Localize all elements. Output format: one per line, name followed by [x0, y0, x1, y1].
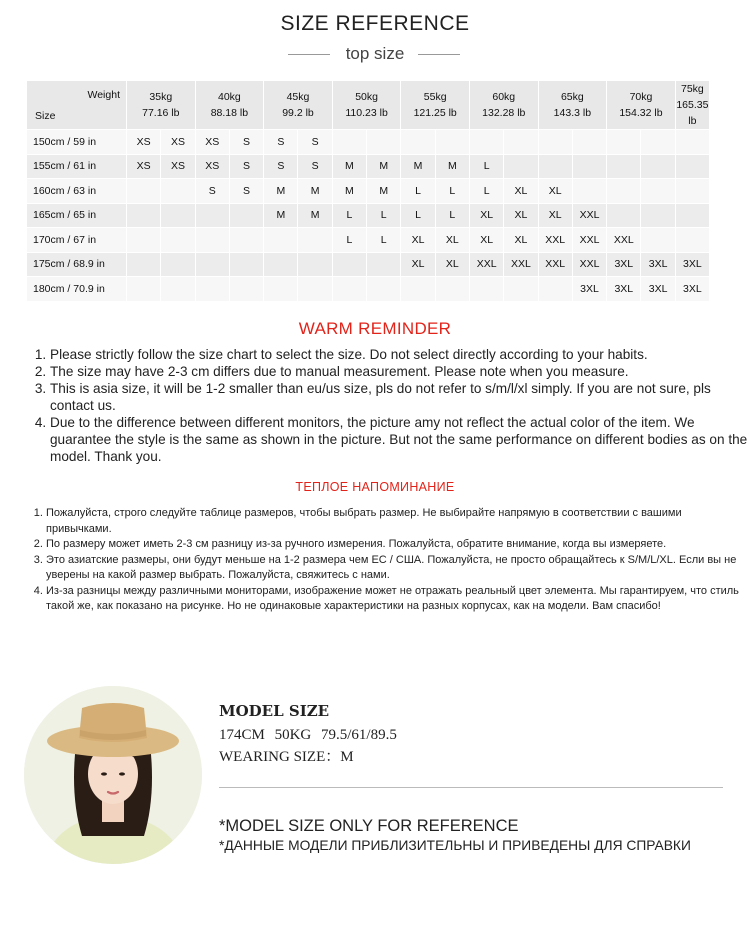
size-cell	[229, 252, 263, 277]
size-cell	[469, 277, 503, 302]
size-cell	[264, 277, 298, 302]
size-cell	[572, 179, 606, 204]
size-cell: 3XL	[675, 252, 709, 277]
size-cell	[675, 228, 709, 253]
size-cell: M	[401, 154, 435, 179]
size-cell	[367, 130, 401, 155]
size-cell	[367, 277, 401, 302]
size-cell	[572, 154, 606, 179]
model-stats: 174CM 50KG 79.5/61/89.5	[219, 727, 397, 743]
weight-column-header	[675, 81, 709, 130]
size-cell	[607, 179, 641, 204]
size-cell	[675, 179, 709, 204]
size-cell: L	[367, 203, 401, 228]
size-cell: XXL	[538, 228, 572, 253]
size-cell: M	[332, 154, 366, 179]
size-cell: XXL	[572, 203, 606, 228]
size-cell: S	[298, 130, 332, 155]
size-cell	[195, 228, 229, 253]
weight-kg: 65kg	[560, 91, 584, 103]
weight-kg: 40kg	[218, 91, 241, 103]
size-cell: L	[435, 203, 469, 228]
size-cell: XL	[401, 252, 435, 277]
weight-kg: 55kg	[423, 91, 447, 103]
size-cell: XL	[538, 203, 572, 228]
page-subtitle: top size	[345, 44, 405, 63]
weight-column-header	[127, 81, 196, 130]
weight-column-header	[538, 81, 607, 130]
size-cell: XXL	[504, 252, 538, 277]
size-cell	[641, 203, 675, 228]
size-cell: M	[367, 154, 401, 179]
reminder-item-ru: 4. Из-за разницы между различными мониторами, изображение может не отражать реальный цвет элемента. Мы гарантируем, что стиль такой же, как показано на рисунке. Но не одинаковые характеристики на разных корпусах, как на модели. Вам спасибо!	[46, 584, 746, 615]
reminder-list	[30, 346, 750, 465]
weight-kg: 60kg	[492, 91, 516, 103]
size-cell: L	[435, 179, 469, 204]
size-cell: XL	[504, 179, 538, 204]
size-cell: M	[435, 154, 469, 179]
size-cell	[161, 228, 195, 253]
weight-lb: 88.18 lb	[210, 107, 249, 119]
size-cell: XS	[127, 130, 161, 155]
weight-column-header	[607, 81, 676, 130]
weight-lb: 132.28 lb	[482, 107, 526, 119]
weight-column-header	[264, 81, 333, 130]
size-cell	[332, 277, 366, 302]
table-row	[27, 179, 710, 204]
table-row	[27, 130, 710, 155]
size-cell	[675, 154, 709, 179]
size-cell	[401, 277, 435, 302]
page-title: SIZE REFERENCE	[280, 12, 470, 35]
size-cell: L	[332, 228, 366, 253]
size-cell	[332, 130, 366, 155]
size-cell: L	[401, 179, 435, 204]
size-cell: XS	[161, 130, 195, 155]
weight-kg: 75kg	[681, 83, 704, 95]
model-wearing-size: WEARING SIZE：M	[219, 749, 354, 765]
size-cell: S	[264, 154, 298, 179]
size-cell: M	[367, 179, 401, 204]
size-cell	[572, 130, 606, 155]
size-cell	[504, 154, 538, 179]
reminder-item: 2. The size may have 2-3 cm differs due to manual measurement. Please note when you measure.	[50, 363, 750, 380]
size-cell	[675, 203, 709, 228]
model-illustration	[24, 686, 202, 864]
size-cell: M	[298, 203, 332, 228]
size-cell	[195, 277, 229, 302]
size-cell	[161, 203, 195, 228]
weight-column-header	[332, 81, 401, 130]
size-cell	[195, 203, 229, 228]
weight-lb: 143.3 lb	[553, 107, 592, 119]
size-cell: XS	[127, 154, 161, 179]
size-cell: 3XL	[572, 277, 606, 302]
weight-lb: 99.2 lb	[282, 107, 314, 119]
model-note-ru: *ДАННЫЕ МОДЕЛИ ПРИБЛИЗИТЕЛЬНЫ И ПРИВЕДЕНЫ ДЛЯ СПРАВКИ	[219, 838, 691, 853]
size-cell	[675, 130, 709, 155]
size-cell: M	[298, 179, 332, 204]
weight-lb: 154.32 lb	[619, 107, 663, 119]
size-cell: XL	[401, 228, 435, 253]
size-cell	[538, 277, 572, 302]
size-cell	[161, 179, 195, 204]
size-cell: XXL	[607, 228, 641, 253]
reminder-item: 1. Please strictly follow the size chart to select the size. Do not select directly according to your habits.	[50, 346, 750, 363]
size-cell	[161, 277, 195, 302]
size-cell	[127, 277, 161, 302]
subtitle-block	[0, 44, 750, 66]
weight-lb: 165.35 lb	[676, 99, 709, 127]
size-header: Size	[35, 110, 56, 122]
size-cell	[332, 252, 366, 277]
size-cell	[127, 203, 161, 228]
size-cell	[641, 154, 675, 179]
model-note-en: *MODEL SIZE ONLY FOR REFERENCE	[219, 817, 519, 835]
size-cell: XL	[469, 228, 503, 253]
size-cell	[607, 154, 641, 179]
size-cell	[229, 228, 263, 253]
size-cell	[435, 277, 469, 302]
table-row	[27, 277, 710, 302]
section-divider	[219, 787, 723, 788]
reminder-item: 4. Due to the difference between different monitors, the picture amy not reflect the actual color of the item. We guarantee the style is the same as shown in the picture. But not the same performance on different bodies as on the model. Thank you.	[50, 414, 750, 465]
height-label: 175cm / 68.9 in	[27, 252, 127, 277]
size-cell: XS	[161, 154, 195, 179]
size-cell	[607, 130, 641, 155]
height-label: 170cm / 67 in	[27, 228, 127, 253]
weight-column-header	[195, 81, 264, 130]
weight-kg: 35kg	[149, 91, 173, 103]
size-cell: XL	[435, 252, 469, 277]
reminder-item: 3. This is asia size, it will be 1-2 smaller than eu/us size, pls do not refer to s/m/l/xl simply. If you are not sure, pls contact us.	[50, 380, 750, 414]
size-cell	[538, 130, 572, 155]
weight-column-header	[401, 81, 470, 130]
size-cell	[161, 252, 195, 277]
reminder-item-ru: 3. Это азиатские размеры, они будут меньше на 1-2 размера чем ЕС / США. Пожалуйста, не просто обращайтесь к S/M/L/XL. Если вы не уверены на какой размер выбрать. Пожалуйста, свяжитесь с нами.	[46, 553, 746, 584]
reminder-item-ru: 1. Пожалуйста, строго следуйте таблице размеров, чтобы выбрать размер. Не выбирайте напрямую в соответствии с вашими привычками.	[46, 506, 746, 537]
size-cell: S	[229, 179, 263, 204]
size-cell	[607, 203, 641, 228]
weight-kg: 70kg	[629, 91, 653, 103]
size-cell	[264, 252, 298, 277]
size-cell	[641, 130, 675, 155]
size-cell: 3XL	[675, 277, 709, 302]
size-cell	[229, 203, 263, 228]
size-cell	[504, 277, 538, 302]
table-row	[27, 228, 710, 253]
size-cell: S	[195, 179, 229, 204]
size-cell	[127, 179, 161, 204]
weight-lb: 121.25 lb	[413, 107, 457, 119]
reminder-title-ru: ТЕПЛОЕ НАПОМИНАНИЕ	[295, 480, 455, 494]
size-cell: S	[229, 154, 263, 179]
size-cell	[298, 277, 332, 302]
size-cell: L	[401, 203, 435, 228]
weight-lb: 110.23 lb	[345, 107, 388, 119]
size-cell: XS	[195, 154, 229, 179]
size-cell: XXL	[469, 252, 503, 277]
size-cell: 3XL	[607, 277, 641, 302]
size-cell	[367, 252, 401, 277]
size-cell: S	[298, 154, 332, 179]
size-cell: XS	[195, 130, 229, 155]
size-cell: XL	[469, 203, 503, 228]
size-cell: M	[264, 203, 298, 228]
subtitle-divider-right	[418, 54, 460, 55]
table-corner	[27, 81, 127, 130]
size-cell: 3XL	[641, 252, 675, 277]
size-cell: 3XL	[607, 252, 641, 277]
size-cell	[504, 130, 538, 155]
table-row	[27, 252, 710, 277]
size-cell: S	[229, 130, 263, 155]
size-cell: M	[332, 179, 366, 204]
size-cell: XL	[504, 228, 538, 253]
size-cell: L	[469, 179, 503, 204]
size-cell	[195, 252, 229, 277]
size-cell: XXL	[572, 252, 606, 277]
height-label: 165cm / 65 in	[27, 203, 127, 228]
height-label: 180cm / 70.9 in	[27, 277, 127, 302]
table-row	[27, 154, 710, 179]
size-cell: XL	[504, 203, 538, 228]
size-cell: L	[469, 154, 503, 179]
size-cell: M	[264, 179, 298, 204]
size-cell	[469, 130, 503, 155]
size-cell	[298, 228, 332, 253]
height-label: 160cm / 63 in	[27, 179, 127, 204]
size-cell: XL	[435, 228, 469, 253]
reminder-item-ru: 2. По размеру может иметь 2-3 см разницу из-за ручного измерения. Пожалуйста, обратите внимание, когда вы измеряете.	[46, 537, 746, 553]
size-cell	[538, 154, 572, 179]
reminder-list-ru	[28, 506, 746, 615]
reminder-title: WARM REMINDER	[298, 319, 452, 338]
size-cell	[127, 228, 161, 253]
size-cell	[229, 277, 263, 302]
size-cell	[641, 179, 675, 204]
model-size-title: MODEL SIZE	[219, 702, 330, 720]
weight-lb: 77.16 lb	[142, 107, 180, 119]
weight-header: Weight	[87, 89, 120, 101]
size-cell: 3XL	[641, 277, 675, 302]
size-cell	[298, 252, 332, 277]
size-cell	[401, 130, 435, 155]
size-cell	[127, 252, 161, 277]
size-cell: XXL	[572, 228, 606, 253]
height-label: 155cm / 61 in	[27, 154, 127, 179]
size-cell	[264, 228, 298, 253]
height-label: 150cm / 59 in	[27, 130, 127, 155]
table-row	[27, 203, 710, 228]
weight-column-header	[469, 81, 538, 130]
size-cell: S	[264, 130, 298, 155]
model-photo	[24, 686, 202, 864]
size-cell: XL	[538, 179, 572, 204]
weight-kg: 50kg	[355, 91, 378, 103]
size-cell	[435, 130, 469, 155]
size-cell: L	[367, 228, 401, 253]
weight-kg: 45kg	[286, 91, 310, 103]
size-cell: L	[332, 203, 366, 228]
size-chart-table	[26, 80, 710, 302]
size-cell: XXL	[538, 252, 572, 277]
size-cell	[641, 228, 675, 253]
